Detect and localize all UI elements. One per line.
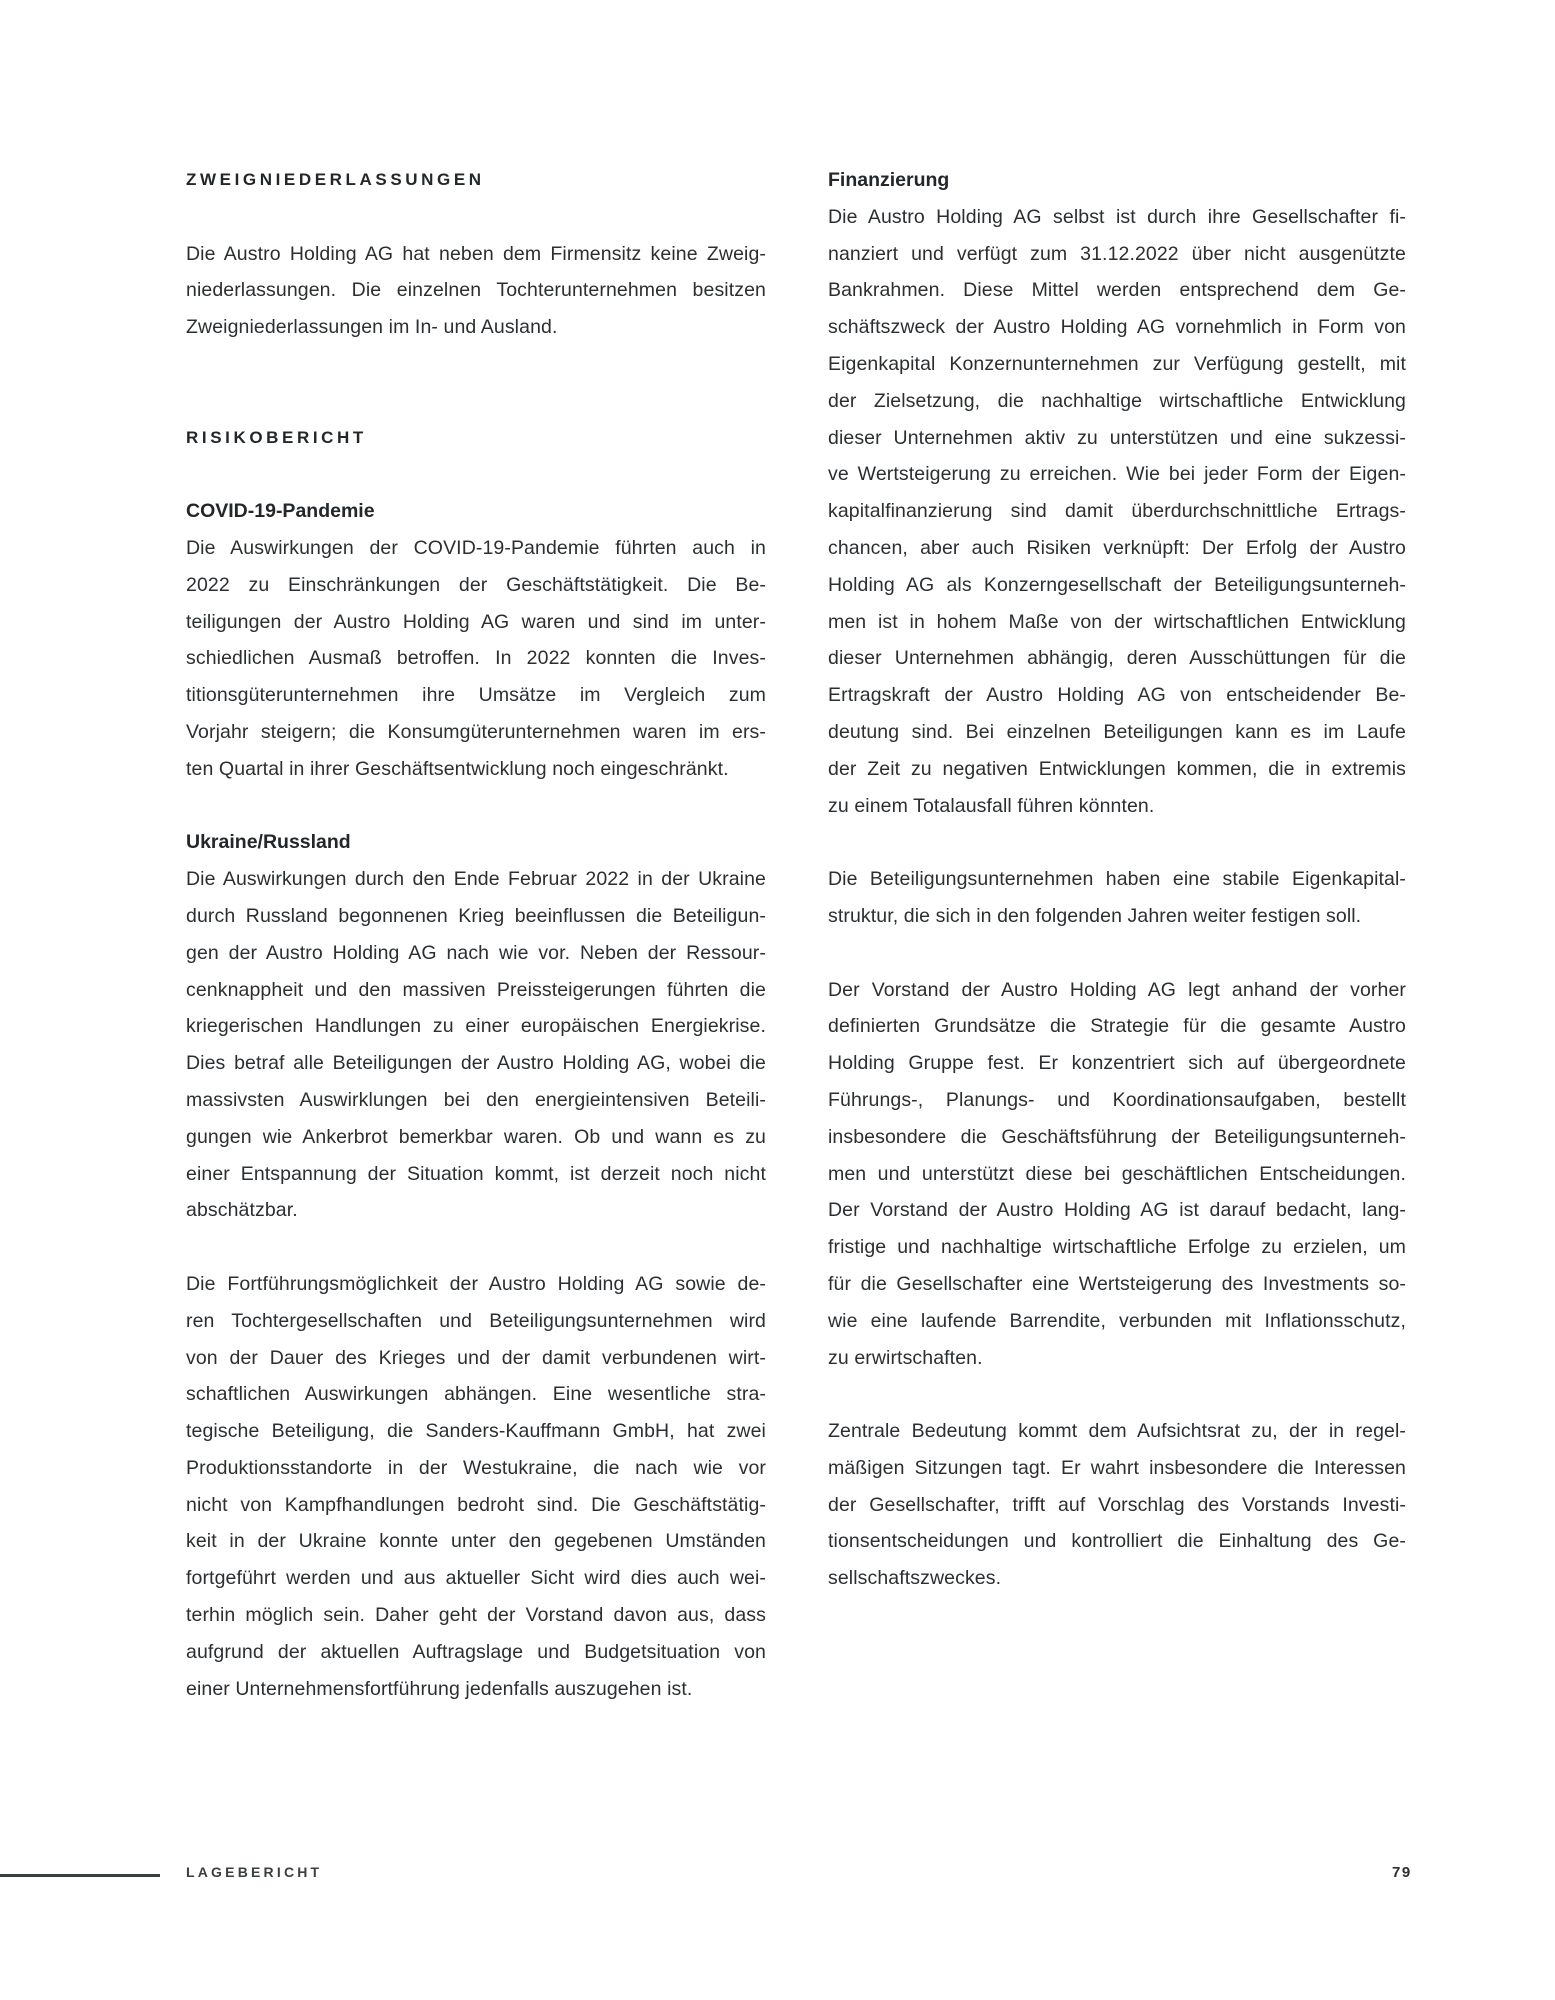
text-line: Der Vorstand der Austro Holding AG ist darauf bedacht, lang- [828,1199,1406,1222]
text-line: mäßigen Sitzungen tagt. Er wahrt insbesondere die Interessen [828,1456,1406,1479]
text-line: Die Auswirkungen durch den Ende Februar 2022 in der Ukraine [186,868,766,891]
text-line: kriegerischen Handlungen zu einer europäischen Energiekrise. [186,1015,766,1038]
spacer [186,788,766,825]
paragraph-covid [186,530,766,788]
right-column [828,162,1406,1597]
text-line: Führungs-, Planungs- und Koordinationsaufgaben, bestellt [828,1088,1406,1111]
paragraph-ukraine-1 [186,861,766,1229]
text-line: wie eine laufende Barrendite, verbunden mit Inflationsschutz, [828,1309,1406,1332]
section-heading-risikobericht: RISIKOBERICHT [186,427,367,447]
text-line: men und unterstützt diese bei geschäftlichen Entscheidungen. [828,1162,1406,1185]
text-line: zu erwirtschaften. [828,1346,983,1369]
text-line: abschätzbar. [186,1199,298,1222]
text-line: ren Tochtergesellschaften und Beteiligungsunternehmen wird [186,1309,766,1332]
page-number: 79 [1392,1864,1412,1881]
text-line: Produktionsstandorte in der Westukraine, die nach wie vor [186,1456,766,1479]
text-line: nanziert und verfügt zum 31.12.2022 über nicht ausgenützte [828,242,1406,265]
footer-rule [0,1874,160,1877]
text-line: von der Dauer des Krieges und der damit verbundenen wirt- [186,1346,766,1369]
text-line: struktur, die sich in den folgenden Jahren weiter festigen soll. [828,904,1362,927]
text-line: tionsentscheidungen und kontrolliert die Einhaltung des Ge- [828,1530,1406,1553]
spacer [828,1376,1406,1413]
text-line: Holding Gruppe fest. Er konzentriert sich auf übergeordnete [828,1052,1406,1075]
text-line: deutung sind. Bei einzelnen Beteiligungen kann es im Laufe [828,720,1406,743]
text-line: Zweigniederlassungen im In- und Ausland. [186,316,558,339]
text-line: tegische Beteiligung, die Sanders-Kauffmann GmbH, hat zwei [186,1420,766,1443]
text-line: zu einem Totalausfall führen könnten. [828,794,1155,817]
text-line: schäftszweck der Austro Holding AG vornehmlich in Form von [828,316,1406,339]
text-line: aufgrund der aktuellen Auftragslage und Budgetsituation von [186,1640,766,1663]
footer-section-label: LAGEBERICHT [186,1864,323,1880]
text-line: teiligungen der Austro Holding AG waren und sind im unter- [186,610,766,633]
text-line: cenknappheit und den massiven Preissteigerungen führten die [186,978,766,1001]
paragraph-finanzierung-2 [828,861,1406,935]
text-line: massivsten Auswirklungen bei den energieintensiven Beteili- [186,1088,766,1111]
text-line: einer Entspannung der Situation kommt, ist derzeit noch nicht [186,1162,766,1185]
text-line: durch Russland begonnenen Krieg beeinflussen die Beteiligun- [186,904,766,927]
left-column [186,162,766,1707]
text-line: sellschaftszweckes. [828,1567,1002,1590]
spacer [186,383,766,420]
paragraph-zweigniederlassungen [186,236,766,346]
text-line: Die Fortführungsmöglichkeit der Austro Holding AG sowie de- [186,1272,766,1295]
text-line: ve Wertsteigerung zu erreichen. Wie bei jeder Form der Eigen- [828,463,1406,486]
text-line: terhin möglich sein. Daher geht der Vorstand davon aus, dass [186,1604,766,1627]
spacer [828,824,1406,861]
subheading-finanzierung: Finanzierung [828,169,950,191]
text-line: definierten Grundsätze die Strategie für die gesamte Austro [828,1015,1406,1038]
text-line: men ist in hohem Maße von der wirtschaftlichen Entwicklung [828,610,1406,633]
text-line: gungen wie Ankerbrot bemerkbar waren. Ob und wann es zu [186,1125,766,1148]
subheading-covid: COVID-19-Pandemie [186,500,375,523]
text-line: dieser Unternehmen abhängig, deren Ausschüttungen für die [828,647,1406,670]
text-line: schaftlichen Auswirkungen abhängen. Eine wesentliche stra- [186,1383,766,1406]
spacer [186,346,766,383]
text-line: chancen, aber auch Risiken verknüpft: Der Erfolg der Austro [828,536,1406,559]
text-line: Zentrale Bedeutung kommt dem Aufsichtsrat zu, der in regel- [828,1420,1406,1443]
text-line: Bankrahmen. Diese Mittel werden entsprechend dem Ge- [828,279,1406,302]
text-line: Die Auswirkungen der COVID-19-Pandemie führten auch in [186,536,766,559]
text-line: der Gesellschafter, trifft auf Vorschlag des Vorstands Investi- [828,1493,1406,1516]
spacer [186,1229,766,1266]
text-line: ten Quartal in ihrer Geschäftsentwicklung noch eingeschränkt. [186,757,729,780]
spacer [186,199,766,236]
text-line: einer Unternehmensfortführung jedenfalls auszugehen ist. [186,1677,693,1700]
paragraph-finanzierung-1 [828,199,1406,825]
text-line: fortgeführt werden und aus aktueller Sicht wird dies auch wei- [186,1567,766,1590]
text-line: Ertragskraft der Austro Holding AG von entscheidender Be- [828,684,1406,707]
text-line: insbesondere die Geschäftsführung der Beteiligungsunterneh- [828,1125,1406,1148]
paragraph-ukraine-2 [186,1266,766,1708]
spacer [186,456,766,493]
text-line: kapitalfinanzierung sind damit überdurchschnittliche Ertrags- [828,500,1406,523]
text-line: der Zielsetzung, die nachhaltige wirtschaftliche Entwicklung [828,389,1406,412]
text-line: Die Beteiligungsunternehmen haben eine stabile Eigenkapital- [828,868,1406,891]
text-line: Dies betraf alle Beteiligungen der Austro Holding AG, wobei die [186,1052,766,1075]
text-line: gen der Austro Holding AG nach wie vor. Neben der Ressour- [186,941,766,964]
text-line: fristige und nachhaltige wirtschaftliche Erfolge zu erzielen, um [828,1236,1406,1259]
text-line: für die Gesellschafter eine Wertsteigerung des Investments so- [828,1272,1406,1295]
text-line: Die Austro Holding AG selbst ist durch ihre Gesellschafter fi- [828,205,1406,228]
text-line: schiedlichen Ausmaß betroffen. In 2022 konnten die Inves- [186,647,766,670]
text-line: dieser Unternehmen aktiv zu unterstützen und eine sukzessi- [828,426,1406,449]
text-line: Die Austro Holding AG hat neben dem Firmensitz keine Zweig- [186,242,766,265]
text-line: 2022 zu Einschränkungen der Geschäftstätigkeit. Die Be- [186,573,766,596]
text-line: titionsgüterunternehmen ihre Umsätze im Vergleich zum [186,684,766,707]
paragraph-finanzierung-4 [828,1413,1406,1597]
text-line: Holding AG als Konzerngesellschaft der Beteiligungsunterneh- [828,573,1406,596]
text-line: der Zeit zu negativen Entwicklungen kommen, die in extremis [828,757,1406,780]
spacer [828,935,1406,972]
text-line: niederlassungen. Die einzelnen Tochterunternehmen besitzen [186,279,766,302]
text-line: keit in der Ukraine konnte unter den gegebenen Umständen [186,1530,766,1553]
subheading-ukraine: Ukraine/Russland [186,831,351,854]
section-heading-zweigniederlassungen: ZWEIGNIEDERLASSUNGEN [186,170,485,189]
paragraph-finanzierung-3 [828,972,1406,1377]
text-line: Eigenkapital Konzernunternehmen zur Verfügung gestellt, mit [828,352,1406,375]
text-line: nicht von Kampfhandlungen bedroht sind. Die Geschäftstätig- [186,1493,766,1516]
text-line: Vorjahr steigern; die Konsumgüterunternehmen waren im ers- [186,720,766,743]
text-line: Der Vorstand der Austro Holding AG legt anhand der vorher [828,978,1406,1001]
